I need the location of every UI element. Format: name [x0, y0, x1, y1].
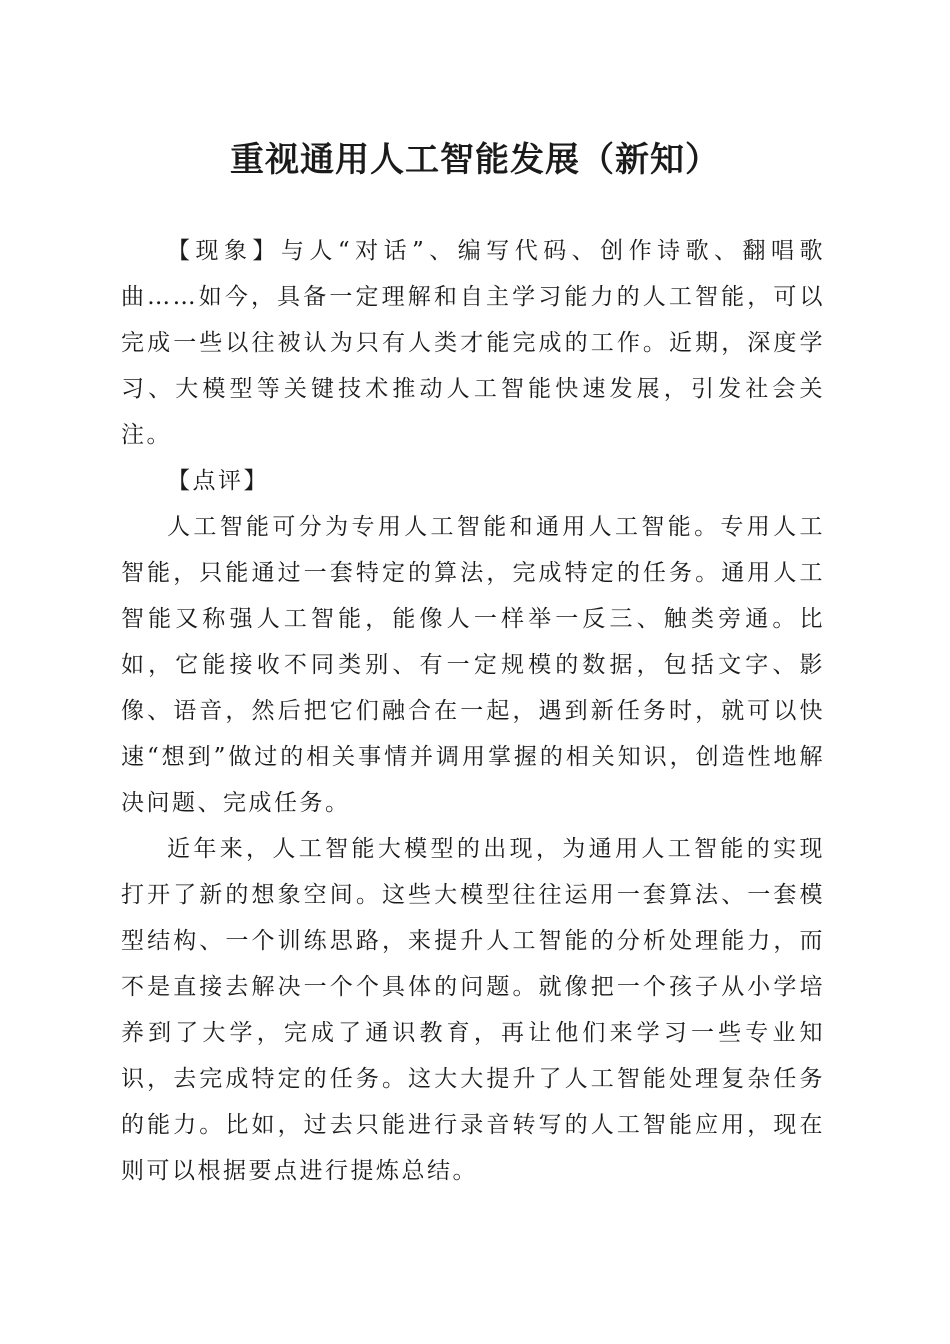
paragraph-comment-heading: 【点评】 — [167, 468, 269, 494]
paragraph-ai-types: 人工智能可分为专用人工智能和通用人工智能。专用人工智能，只能通过一套特定的算法，完成特定的任务。通用人工智能又称强人工智能，能像人一样举一反三、触类旁通。比如，它能接收不同类别、有一定规模的数据，包括文字、影像、语音，然后把它们融合在一起，遇到新任务时，就可以快速“想到”做过的相关事情并调用掌握的相关知识，创造性地解决问题、完成任务。 — [121, 514, 825, 816]
paragraph-large-models: 近年来，人工智能大模型的出现，为通用人工智能的实现打开了新的想象空间。这些大模型往往运用一套算法、一套模型结构、一个训练思路，来提升人工智能的分析处理能力，而不是直接去解决一个个具体的问题。就像把一个孩子从小学培养到了大学，完成了通识教育，再让他们来学习一些专业知识，去完成特定的任务。这大大提升了人工智能处理复杂任务的能力。比如，过去只能进行录音转写的人工智能应用，现在则可以根据要点进行提炼总结。 — [121, 836, 825, 1184]
page-title: 重视通用人工智能发展（新知） — [230, 140, 720, 180]
paragraph-phenomenon: 【现象】与人“对话”、编写代码、创作诗歌、翻唱歌曲……如今，具备一定理解和自主学习能力的人工智能，可以完成一些以往被认为只有人类才能完成的工作。近期，深度学习、大模型等关键技术推动人工智能快速发展，引发社会关注。 — [121, 238, 825, 448]
article-body — [121, 228, 825, 1194]
